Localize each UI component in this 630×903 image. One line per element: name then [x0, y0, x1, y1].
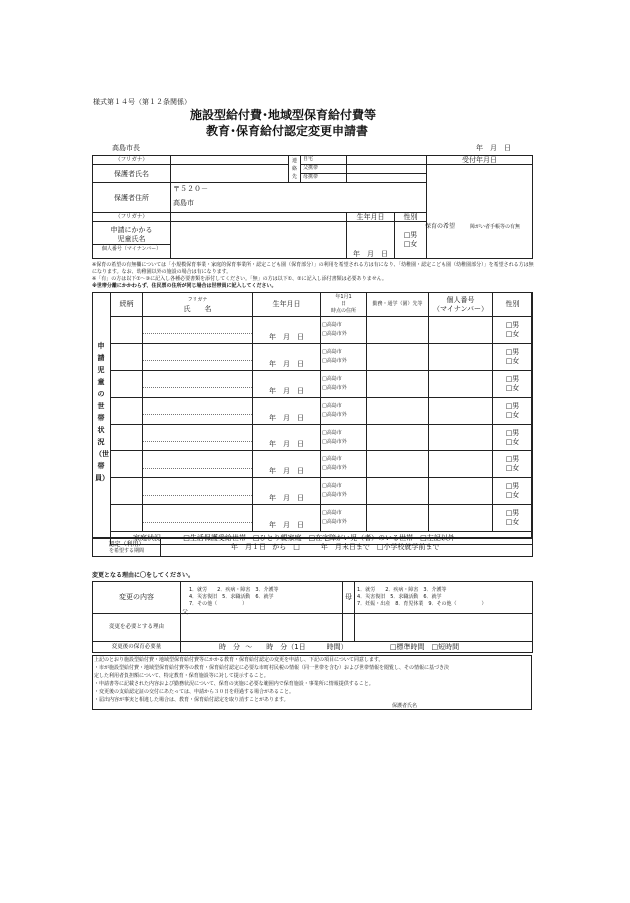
member-addr-outside[interactable]: □高島市外 [322, 411, 347, 418]
guardian-name-label: 保護者氏名 [93, 165, 171, 183]
reason-heading: 変更となる理由に〇をしてください。 [92, 572, 195, 579]
member-jan1-address-field[interactable] [321, 343, 367, 370]
child-furigana-label: （フリガナ） [93, 213, 171, 222]
col-name-furigana: フリガナ [187, 296, 208, 303]
father-opts-1: 1．就労 2．疾病・障害 3．介護等 [189, 587, 279, 593]
col-work: 勤務・通学（園）先等 [367, 293, 429, 317]
member-gender-male[interactable]: □男 [505, 320, 520, 329]
form-title-line1: 施設型給付費･地域型保育給付費等 [190, 108, 377, 122]
member-gender-male[interactable]: □男 [505, 482, 520, 491]
member-birth-field[interactable]: 年 月 日 [253, 451, 321, 478]
mother-reason-options[interactable] [355, 582, 533, 614]
col-gender: 性別 [493, 293, 533, 317]
address-city: 高島市 [173, 199, 194, 208]
postal-code: 〒５２０－ [173, 185, 208, 194]
child-gender-male[interactable]: □男 [403, 231, 418, 240]
note-top-4: ※世帯分離にかかわらず、住民票の住所が同じ場合は世帯員に記入してください。 [92, 283, 277, 289]
member-gender-field[interactable] [493, 424, 533, 451]
consent-line-2: ・市が施設型給付費・地域型保育給付費等の教育・保育給付認定に必要な市町村民税の情報（同一世帯を含む）および世帯情報を閲覧し、その情報に基づき決 [94, 665, 450, 671]
col-birth: 生年月日 [253, 293, 321, 317]
hours-value[interactable]: 時 分 ～ 時 分（1日 時間） [219, 642, 348, 651]
mother-reason-spacer [343, 614, 355, 642]
disability-label: 障がい者手帳等の有無 [470, 224, 521, 230]
guardian-name-field[interactable] [171, 165, 289, 183]
member-addr-outside[interactable]: □高島市外 [322, 492, 347, 499]
member-work-field[interactable] [367, 343, 429, 370]
father-opts-2: 4．災害復旧 5．求職活動 6．就学 [189, 594, 274, 600]
member-gender-field[interactable] [493, 397, 533, 424]
member-birth-field[interactable]: 年 月 日 [253, 478, 321, 505]
father-reason-options[interactable] [181, 582, 343, 614]
guardian-address-label: 保護者住所 [93, 183, 171, 213]
guardian-furigana-label: （フリガナ） [93, 156, 171, 165]
child-mynumber-label: 個人番号（マイナンバー） [93, 244, 170, 254]
note-top-2: になります。なお、幼稚園以外の施設の場合は有になります。 [92, 269, 232, 275]
family-status-label: 家庭状況 [133, 534, 161, 543]
member-gender-male[interactable]: □男 [505, 455, 520, 464]
member-birth-field[interactable]: 年 月 日 [253, 317, 321, 344]
member-name-field[interactable] [143, 343, 253, 370]
received-date-label: 受付年月日 [427, 156, 533, 165]
child-name-label-1: 申請にかかる [110, 226, 153, 235]
child-gender-label: 性別 [395, 213, 427, 222]
member-birth-field[interactable]: 年 月 日 [253, 424, 321, 451]
member-addr-takashima[interactable]: □高島市 [322, 375, 342, 382]
member-gender-female[interactable]: □女 [505, 491, 520, 500]
member-gender-field[interactable] [493, 343, 533, 370]
child-birth-field[interactable]: 年 月 日 [347, 222, 395, 259]
household-row [111, 397, 533, 424]
member-addr-takashima[interactable]: □高島市 [322, 402, 342, 409]
period-label-1: 認定（利用） [108, 540, 145, 548]
member-relation-field[interactable] [111, 424, 143, 451]
hours-label: 変更後の保育必要量 [93, 642, 181, 653]
hours-row[interactable] [181, 642, 533, 653]
col-mynumber-1: 個人番号 [446, 295, 475, 304]
consent-line-6: ・届出内容が事実と相違した場合は、教育・保育給付認定を取り消すことがあります。 [94, 697, 289, 703]
member-birth-field[interactable]: 年 月 日 [253, 370, 321, 397]
member-gender-male[interactable]: □男 [505, 509, 520, 518]
member-furigana-field[interactable] [143, 433, 252, 442]
form-title-line2: 教育･保育給付認定変更申請書 [206, 124, 369, 138]
contact-mother-field[interactable] [347, 174, 427, 183]
member-addr-takashima[interactable]: □高島市 [322, 348, 342, 355]
member-furigana-field[interactable] [143, 460, 252, 469]
child-gender-field[interactable] [395, 222, 427, 259]
contact-home-label: 自宅 [301, 156, 347, 165]
member-name-field[interactable] [143, 505, 253, 532]
member-gender-female[interactable]: □女 [505, 437, 520, 446]
member-addr-outside[interactable]: □高島市外 [322, 438, 347, 445]
child-birth-label: 生年月日 [347, 213, 395, 222]
application-date: 年 月 日 [476, 144, 511, 152]
member-name-field[interactable] [143, 478, 253, 505]
member-work-field[interactable] [367, 478, 429, 505]
member-addr-outside[interactable]: □高島市外 [322, 357, 347, 364]
member-furigana-field[interactable] [143, 487, 252, 496]
household-row [111, 424, 533, 451]
contact-mother-label: 母携帯 [301, 174, 347, 183]
member-gender-field[interactable] [493, 451, 533, 478]
member-name-field[interactable] [143, 451, 253, 478]
member-jan1-address-field[interactable] [321, 370, 367, 397]
member-addr-takashima[interactable]: □高島市 [322, 483, 342, 490]
period-label-2: を希望する期間 [108, 547, 144, 554]
col-jan1-3: 時点の住所 [330, 308, 356, 314]
member-addr-takashima[interactable]: □高島市 [322, 510, 342, 517]
member-relation-field[interactable] [111, 317, 143, 344]
member-furigana-field[interactable] [143, 406, 252, 415]
member-mynumber-field[interactable] [429, 370, 493, 397]
member-addr-outside[interactable]: □高島市外 [322, 519, 347, 526]
child-name-label-2: 児童氏名 [117, 235, 146, 244]
consent-line-4: ・申請書等に記載された内容および勤務状況について、保育の実施に必要な範囲内で保育施設・事業所に情報提供すること。 [94, 681, 374, 687]
household-row [111, 317, 533, 344]
household-row [111, 505, 533, 532]
addressee: 高島市長 [112, 144, 140, 152]
col-mynumber-2: （マイナンバー） [432, 304, 489, 313]
member-name-field[interactable] [143, 370, 253, 397]
col-jan1-1: 年1月1 [335, 294, 352, 300]
childcare-wish-label: 保育の希望 [425, 223, 456, 230]
member-relation-field[interactable] [111, 505, 143, 532]
member-work-field[interactable] [367, 505, 429, 532]
consent-line-3: 定した利用者負担額について、特定教育・保育施設等に対して提示すること。 [94, 673, 269, 679]
member-addr-outside[interactable]: □高島市外 [322, 330, 347, 337]
member-jan1-address-field[interactable] [321, 451, 367, 478]
member-addr-takashima[interactable]: □高島市 [322, 456, 342, 463]
member-mynumber-field[interactable] [429, 397, 493, 424]
father-label: 父 [182, 609, 189, 616]
member-name-field[interactable] [143, 424, 253, 451]
household-row [111, 451, 533, 478]
mother-reason-field[interactable] [355, 614, 533, 642]
member-work-field[interactable] [367, 397, 429, 424]
child-furigana-field[interactable] [171, 213, 347, 222]
member-relation-field[interactable] [111, 370, 143, 397]
member-name-field[interactable] [143, 317, 253, 344]
guardian-address-field[interactable] [171, 183, 427, 213]
col-relation: 続柄 [111, 293, 143, 317]
member-work-field[interactable] [367, 424, 429, 451]
change-content-label: 変更の内容 [93, 582, 181, 614]
member-gender-female[interactable]: □女 [505, 518, 520, 527]
member-jan1-address-field[interactable] [321, 505, 367, 532]
member-addr-takashima[interactable]: □高島市 [322, 321, 342, 328]
member-gender-field[interactable] [493, 478, 533, 505]
household-row [111, 370, 533, 397]
member-gender-male[interactable]: □男 [505, 401, 520, 410]
child-name-label [93, 222, 171, 259]
member-furigana-field[interactable] [143, 379, 252, 388]
guardian-furigana-field[interactable] [171, 156, 289, 165]
member-furigana-field[interactable] [143, 514, 252, 523]
household-row [111, 343, 533, 370]
member-relation-field[interactable] [111, 451, 143, 478]
father-reason-field[interactable] [181, 614, 343, 642]
father-opts-3: 7．その他（ ） [189, 601, 248, 607]
note-top-3: ※「有」の方は以下①～③に記入し各種必要書類を添付してください。「無」の方は以下①、②に記入し添付書類は必要ありません。 [92, 276, 387, 282]
member-gender-field[interactable] [493, 505, 533, 532]
change-reason-label: 変更を必要とする理由 [93, 614, 181, 642]
col-mynumber [429, 293, 493, 317]
col-name-main: 氏 名 [183, 304, 212, 313]
family-status-options[interactable]: □生活保護受給世帯 □ひとり親家庭 □在宅障がい児（者）のいる世帯 □左記以外 [183, 534, 455, 543]
member-relation-field[interactable] [111, 343, 143, 370]
child-gender-female[interactable]: □女 [403, 240, 418, 249]
member-jan1-address-field[interactable] [321, 424, 367, 451]
household-row [111, 478, 533, 505]
col-jan1-2: 日 [340, 301, 346, 307]
member-mynumber-field[interactable] [429, 451, 493, 478]
child-name-field[interactable] [171, 222, 347, 259]
contact-father-field[interactable] [347, 165, 427, 174]
mother-opts-2: 4．災害復旧 5．求職活動 6．就学 [357, 594, 442, 600]
member-gender-female[interactable]: □女 [505, 464, 520, 473]
member-gender-female[interactable]: □女 [505, 410, 520, 419]
household-side-label: 申請児童の世帯状況（世帯員） [95, 342, 109, 482]
signature-label: 保護者氏名 [392, 703, 418, 709]
member-mynumber-field[interactable] [429, 343, 493, 370]
period-table [92, 538, 533, 557]
period-label [93, 539, 161, 557]
member-birth-field[interactable]: 年 月 日 [253, 505, 321, 532]
member-addr-outside[interactable]: □高島市外 [322, 465, 347, 472]
note-top-1: ※保育の希望の有無欄については「小規模保育事業・家庭的保育事業所・認定こども園（保育部分）」の利用を希望される方は有になり、「幼稚園・認定こども園（幼稚園部分）」を希望される方は無 [92, 262, 534, 268]
member-gender-male[interactable]: □男 [505, 428, 520, 437]
hours-options[interactable]: □標準時間 □短時間 [389, 642, 460, 651]
member-gender-field[interactable] [493, 370, 533, 397]
period-value[interactable]: 年 月１日 から □ 年 月末日まで □小学校就学前まで [161, 539, 533, 557]
col-jan1-address [321, 293, 367, 317]
mother-opts-1: 1．就労 2．疾病・障害 3．介護等 [357, 587, 447, 593]
member-gender-male[interactable]: □男 [505, 347, 520, 356]
member-relation-field[interactable] [111, 397, 143, 424]
member-work-field[interactable] [367, 370, 429, 397]
member-gender-female[interactable]: □女 [505, 329, 520, 338]
member-addr-outside[interactable]: □高島市外 [322, 384, 347, 391]
member-birth-field[interactable]: 年 月 日 [253, 397, 321, 424]
member-birth-field[interactable]: 年 月 日 [253, 343, 321, 370]
member-gender-male[interactable]: □男 [505, 374, 520, 383]
household-table [110, 292, 533, 545]
member-gender-female[interactable]: □女 [505, 383, 520, 392]
member-furigana-field[interactable] [143, 352, 252, 361]
contact-home-field[interactable] [347, 156, 427, 165]
mother-opts-3: 7．妊娠・出産 8．育児休業 9．その他（ ） [357, 601, 487, 607]
member-jan1-address-field[interactable] [321, 478, 367, 505]
member-work-field[interactable] [367, 451, 429, 478]
member-name-field[interactable] [143, 397, 253, 424]
member-mynumber-field[interactable] [429, 505, 493, 532]
mother-label: 母 [343, 582, 355, 614]
member-work-field[interactable] [367, 317, 429, 344]
applicant-table [92, 155, 533, 259]
member-jan1-address-field[interactable] [321, 317, 367, 344]
contact-father-label: 父携帯 [301, 165, 347, 174]
consent-line-5: ・変更後の支給認定証の交付にあたっては、申請から３０日を経過する場合があること。 [94, 689, 295, 695]
reason-table [92, 581, 533, 653]
member-mynumber-field[interactable] [429, 478, 493, 505]
member-relation-field[interactable] [111, 478, 143, 505]
contact-label: 連 絡 先 [289, 156, 301, 183]
member-gender-field[interactable] [493, 317, 533, 344]
member-mynumber-field[interactable] [429, 317, 493, 344]
member-jan1-address-field[interactable] [321, 397, 367, 424]
member-mynumber-field[interactable] [429, 424, 493, 451]
col-name [143, 293, 253, 317]
member-gender-female[interactable]: □女 [505, 356, 520, 365]
member-addr-takashima[interactable]: □高島市 [322, 429, 342, 436]
received-date-field [427, 165, 533, 259]
member-furigana-field[interactable] [143, 325, 252, 334]
consent-line-1: 上記のとおり施設型給付費・地域型保育給付費等にかかる教育・保育給付認定の変更を申請し、下記の項目について同意します。 [94, 657, 384, 663]
form-number: 様式第１４号（第１２条関係） [93, 98, 191, 106]
